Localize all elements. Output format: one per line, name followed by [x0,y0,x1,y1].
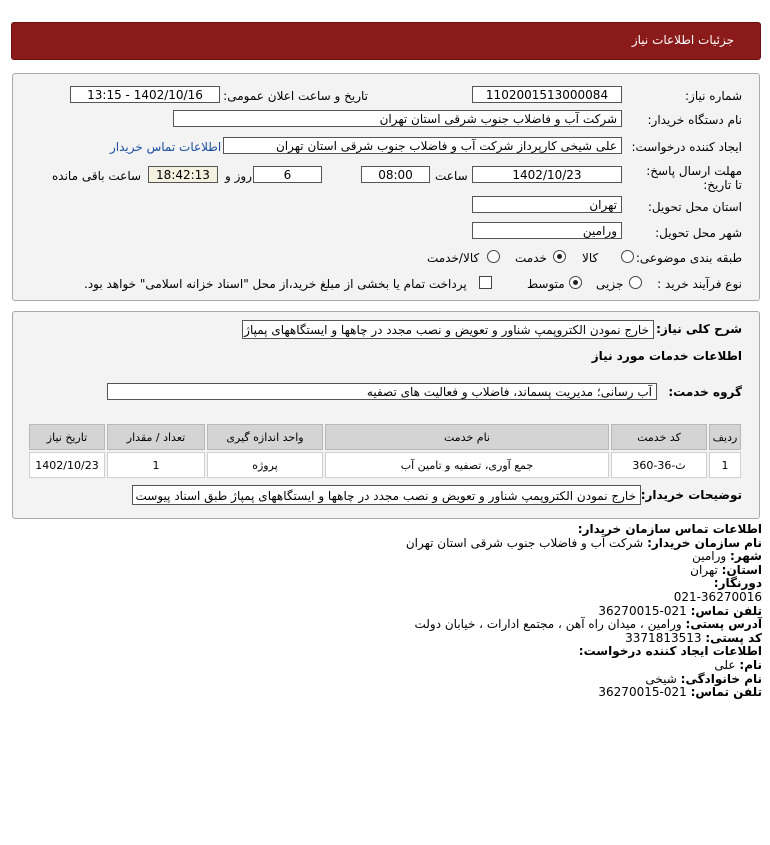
remaining-time-label: ساعت باقی مانده [52,169,142,183]
service-group-field: آب رسانی؛ مدیریت پسماند، فاضلاب و فعالیت های تصفیه [107,383,657,400]
need-number-label: شماره نیاز: [685,89,742,103]
col-code-header: کد خدمت [611,424,707,450]
contact-postal-label: کد پستی: [705,630,762,645]
announce-datetime-field[interactable]: 1402/10/16 - 13:15 [70,86,220,103]
category-goods-label: کالا [582,251,599,265]
province-field[interactable]: تهران [472,196,622,213]
category-service-label: خدمت [515,251,547,265]
creator-title: اطلاعات ایجاد کننده درخواست: [578,644,762,659]
contact-province: تهران [690,562,718,577]
treasury-payment-note: پرداخت تمام یا بخشی از مبلغ خرید،از محل "اسناد خزانه اسلامی" خواهد بود. [84,277,467,291]
treasury-payment-checkbox[interactable] [479,276,492,289]
services-table [27,422,743,480]
contact-org: شرکت آب و فاضلاب جنوب شرقی استان تهران [405,535,644,550]
services-table-header [29,424,741,450]
announce-datetime-label: تاریخ و ساعت اعلان عمومی: [223,89,368,103]
contact-phone: 021-36270015 [598,603,687,618]
need-summary-label: شرح کلی نیاز: [656,322,742,336]
buyer-desc-field: خارج نمودن الکتروپمپ شناور و تعویض و نصب مجدد در چاهها و ایستگاههای پمپاژ طبق اسناد پیوست [132,485,641,505]
requester-label: ایجاد کننده درخواست: [631,140,742,154]
days-field[interactable]: 6 [253,166,322,183]
creator-family-label: نام خانوادگی: [680,671,762,686]
services-table-wrap [27,422,743,480]
contact-address: ورامین ، میدان راه آهن ، مجتمع ادارات ، خیابان دولت [414,617,682,632]
remaining-time-field: 18:42:13 [148,166,218,183]
contact-address-label: آدرس پستی: [685,617,762,632]
deadline-date-field[interactable]: 1402/10/23 [472,166,622,183]
contact-phone-label: تلفن تماس: [690,603,762,618]
contact-city-label: شهر: [730,549,762,564]
buyer-org-label: نام دستگاه خریدار: [647,113,742,127]
service-group-label: گروه خدمت: [668,385,742,399]
province-label: استان محل تحویل: [647,200,742,214]
page-title: جزئیات اطلاعات نیاز [631,33,734,47]
cell-qty: 1 [107,452,205,478]
col-date-header: تاریخ نیاز [29,424,105,450]
table-row [29,452,741,478]
cell-date: 1402/10/23 [29,452,105,478]
category-label: طبقه بندی موضوعی: [635,251,742,265]
requester-field[interactable]: علی شیخی کارپرداز شرکت آب و فاضلاب جنوب شرقی استان تهران [223,137,622,154]
cell-row: 1 [709,452,741,478]
category-goods-service-radio[interactable] [487,250,500,263]
buyer-contact-link[interactable]: اطلاعات تماس خریدار [110,140,222,154]
deadline-label: مهلت ارسال پاسخ: تا تاریخ: [646,164,742,192]
cell-unit: پروژه [207,452,323,478]
need-number-field[interactable]: 1102001513000084 [472,86,622,103]
creator-family: شیخی [645,671,677,686]
cell-name: جمع آوری، تصفیه و تامین آب [325,452,609,478]
contact-city: ورامین [692,549,727,564]
creator-phone-label: تلفن تماس: [690,685,762,700]
col-name-header: نام خدمت [325,424,609,450]
col-row-header: ردیف [709,424,741,450]
city-label: شهر محل تحویل: [655,226,742,240]
buyer-contact-info [406,523,762,700]
process-medium-label: متوسط [527,277,565,291]
process-type-label: نوع فرآیند خرید : [657,277,742,291]
deadline-time-field[interactable]: 08:00 [361,166,430,183]
deadline-time-label: ساعت [435,169,468,183]
city-field[interactable]: ورامین [472,222,622,239]
creator-phone: 021-36270015 [598,685,687,700]
process-minor-radio[interactable] [629,276,642,289]
cell-code: ث-36-360 [611,452,707,478]
col-unit-header: واحد اندازه گیری [207,424,323,450]
creator-name-label: نام: [739,657,762,672]
contact-postal: 3371813513 [625,630,702,645]
need-summary-field: خارج نمودن الکتروپمپ شناور و تعویض و نصب مجدد در چاهها و ایستگاههای پمپاژ [242,320,654,339]
days-label: روز و [225,169,252,183]
contact-fax-label: دورنگار: [713,576,762,591]
contact-org-label: نام سازمان خریدار: [647,535,762,550]
services-section-title: اطلاعات خدمات مورد نیاز [591,349,742,363]
contact-fax: 021-36270016 [673,589,762,604]
buyer-desc-label: توضیحات خریدار: [640,488,742,502]
contact-title: اطلاعات تماس سازمان خریدار: [577,522,762,536]
contact-province-label: استان: [721,562,762,577]
process-minor-label: جزیی [596,277,624,291]
buyer-org-field[interactable]: شرکت آب و فاضلاب جنوب شرقی استان تهران [173,110,622,127]
process-medium-radio[interactable] [569,276,582,289]
category-service-radio[interactable] [553,250,566,263]
col-qty-header: تعداد / مقدار [107,424,205,450]
creator-name: علی [714,657,736,672]
page-header [11,22,761,60]
category-goods-radio[interactable] [621,250,634,263]
category-goods-service-label: کالا/خدمت [427,251,480,265]
